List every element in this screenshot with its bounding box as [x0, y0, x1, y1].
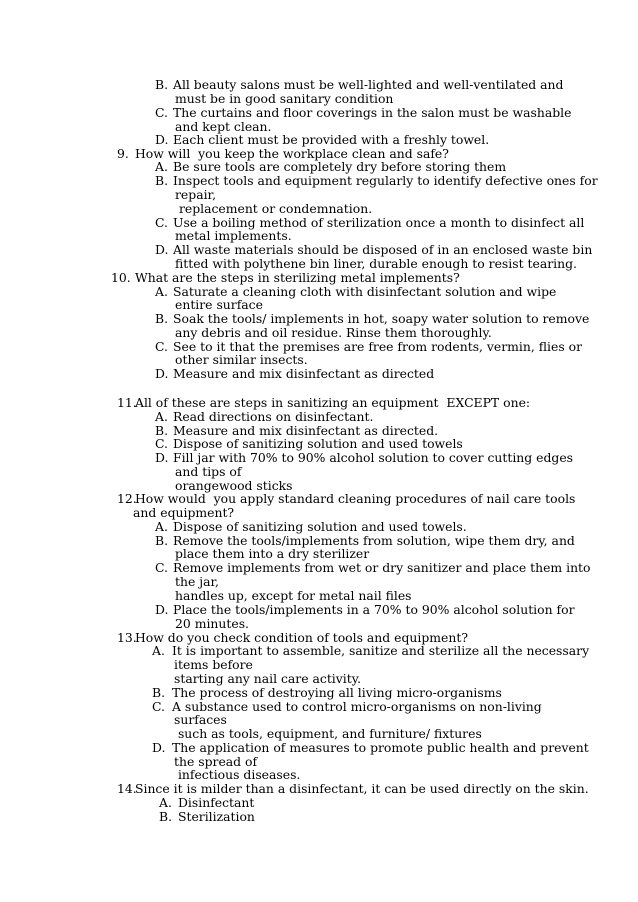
item-label: B.	[155, 77, 169, 92]
text-line: Be sure tools are completely dry before storing them	[173, 159, 507, 174]
text-line: entire surface	[175, 297, 263, 312]
text-line: Each client must be provided with a freshly towel.	[173, 132, 490, 147]
text-line: Sterilization	[178, 809, 255, 824]
item-label: D.	[155, 602, 169, 617]
text-line: other similar insects.	[175, 352, 308, 367]
item-label: A.	[159, 795, 172, 810]
text-line: A substance used to control micro-organisms on non-living	[172, 699, 542, 714]
item-label: A.	[155, 284, 168, 299]
text-line: replacement or condemnation.	[175, 201, 373, 216]
item-label: B.	[155, 533, 169, 548]
item-label: C.	[155, 105, 168, 120]
text-line: How would you apply standard cleaning procedures of nail care tools	[135, 491, 576, 506]
text-line: Saturate a cleaning cloth with disinfectant solution and wipe	[173, 284, 557, 299]
text-line: The application of measures to promote public health and prevent	[172, 740, 589, 755]
item-label: A.	[155, 519, 168, 534]
text-line: starting any nail care activity.	[174, 671, 362, 686]
text-line: the jar,	[175, 574, 219, 589]
text-line: place them into a dry sterilizer	[175, 546, 370, 561]
item-label: C.	[152, 699, 165, 714]
text-line: Since it is milder than a disinfectant, it can be used directly on the skin.	[135, 781, 589, 796]
text-line: How will you keep the workplace clean and safe?	[135, 146, 449, 161]
text-line: and tips of	[175, 464, 242, 479]
text-line: repair,	[175, 187, 217, 202]
text-line: How do you check condition of tools and equipment?	[135, 630, 468, 645]
text-line: and kept clean.	[175, 119, 272, 134]
text-line: See to it that the premises are free from rodents, vermin, flies or	[173, 339, 582, 354]
text-line: Remove the tools/implements from solution, wipe them dry, and	[173, 533, 575, 548]
item-label: 9.	[117, 146, 129, 161]
text-line: Use a boiling method of sterilization once a month to disinfect all	[173, 215, 585, 230]
text-line: Fill jar with 70% to 90% alcohol solution to cover cutting edges	[173, 450, 574, 465]
item-label: 12.	[117, 491, 137, 506]
text-line: and equipment?	[133, 505, 235, 520]
item-label: B.	[152, 685, 166, 700]
item-label: D.	[155, 132, 169, 147]
text-line: 20 minutes.	[175, 616, 249, 631]
item-label: C.	[155, 436, 168, 451]
item-label: C.	[155, 339, 168, 354]
item-label: B.	[155, 173, 169, 188]
item-label: B.	[159, 809, 173, 824]
text-line: handles up, except for metal nail files	[175, 588, 412, 603]
item-label: D.	[155, 242, 169, 257]
text-line: Dispose of sanitizing solution and used towels.	[173, 519, 467, 534]
text-line: the spread of	[174, 754, 258, 769]
text-line: infectious diseases.	[174, 767, 301, 782]
text-line: The curtains and floor coverings in the salon must be washable	[173, 105, 572, 120]
item-label: A.	[155, 409, 168, 424]
item-label: 10.	[111, 270, 131, 285]
text-line: items before	[174, 657, 253, 672]
text-line: must be in good sanitary condition	[175, 91, 394, 106]
text-line: The process of destroying all living micro-organisms	[172, 685, 502, 700]
item-label: C.	[155, 560, 168, 575]
item-label: C.	[155, 215, 168, 230]
item-label: A.	[152, 643, 165, 658]
text-line: Dispose of sanitizing solution and used towels	[173, 436, 463, 451]
item-label: D.	[155, 450, 169, 465]
item-label: B.	[155, 311, 169, 326]
text-line: fitted with polythene bin liner, durable enough to resist tearing.	[175, 256, 577, 271]
text-line: orangewood sticks	[175, 478, 293, 493]
item-label: D.	[152, 740, 166, 755]
text-line: It is important to assemble, sanitize and sterilize all the necessary	[172, 643, 590, 658]
text-line: any debris and oil residue. Rinse them thoroughly.	[175, 325, 492, 340]
text-line: Measure and mix disinfectant as directed	[173, 366, 435, 381]
item-label: D.	[155, 366, 169, 381]
item-label: 14.	[117, 781, 137, 796]
item-label: 11.	[117, 395, 137, 410]
text-line: Disinfectant	[178, 795, 255, 810]
text-line: Remove implements from wet or dry sanitizer and place them into	[173, 560, 591, 575]
text-line: Measure and mix disinfectant as directed.	[173, 423, 439, 438]
text-line: Read directions on disinfectant.	[173, 409, 374, 424]
text-line: Inspect tools and equipment regularly to identify defective ones for	[173, 173, 598, 188]
text-line: All of these are steps in sanitizing an equipment EXCEPT one:	[135, 395, 531, 410]
item-label: 13.	[117, 630, 137, 645]
item-label: A.	[155, 159, 168, 174]
text-line: metal implements.	[175, 228, 292, 243]
text-line: All beauty salons must be well-lighted and well-ventilated and	[173, 77, 564, 92]
text-line: All waste materials should be disposed of in an enclosed waste bin	[173, 242, 593, 257]
text-line: such as tools, equipment, and furniture/ fixtures	[174, 726, 482, 741]
text-line: Place the tools/implements in a 70% to 90% alcohol solution for	[173, 602, 575, 617]
item-label: B.	[155, 423, 169, 438]
text-line: Soak the tools/ implements in hot, soapy water solution to remove	[173, 311, 590, 326]
text-line: surfaces	[174, 712, 227, 727]
text-line: What are the steps in sterilizing metal implements?	[135, 270, 460, 285]
